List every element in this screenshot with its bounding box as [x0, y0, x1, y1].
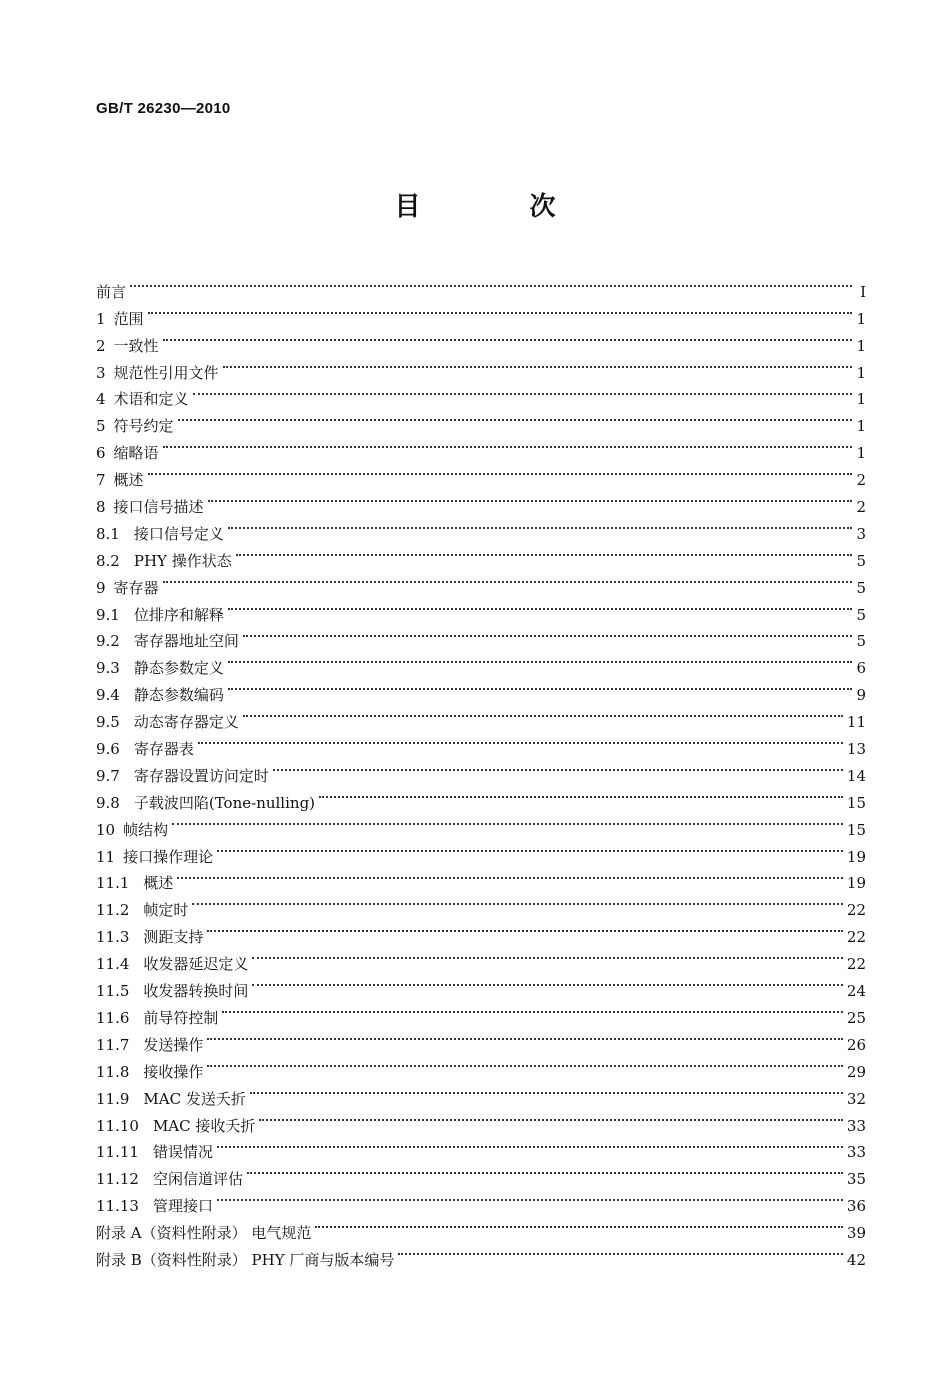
toc-entry-number: 11.9 — [96, 1089, 130, 1108]
toc-entry-page: 22 — [846, 955, 866, 974]
toc-entry[interactable] — [96, 915, 866, 947]
toc-entry-heading — [96, 817, 168, 844]
toc-entry-number: 4 — [96, 390, 106, 409]
toc-entry-page: 5 — [856, 578, 866, 597]
toc-dot-leader — [217, 1131, 843, 1158]
toc-entry-heading — [96, 1032, 203, 1059]
toc-entry-page: 19 — [846, 847, 866, 866]
toc-entry[interactable] — [96, 942, 866, 974]
toc-dot-leader — [163, 431, 852, 458]
toc-entry-page: 42 — [846, 1250, 866, 1269]
toc-entry-number: 9.3 — [96, 659, 120, 678]
toc-entry-heading — [96, 467, 144, 494]
toc-dot-leader — [223, 351, 852, 378]
toc-entry-number: 9.6 — [96, 740, 120, 759]
toc-dot-leader — [273, 754, 843, 781]
toc-entry-label: 附录 A（资料性附录） 电气规范 — [96, 1224, 312, 1243]
toc-entry-label: 附录 B（资料性附录） PHY 厂商与版本编号 — [96, 1250, 395, 1269]
toc-dot-leader — [243, 620, 852, 647]
toc-entry-heading — [96, 628, 239, 655]
toc-dot-leader — [315, 1211, 843, 1238]
toc-entry-label: 位排序和解释 — [133, 605, 224, 624]
toc-entry-label: 帧定时 — [143, 901, 189, 920]
toc-entry-number: 9.2 — [96, 632, 120, 651]
toc-dot-leader — [228, 512, 852, 539]
toc-entry-heading — [96, 1005, 218, 1032]
toc-entry-page: 5 — [856, 551, 866, 570]
toc-entry-page: 36 — [846, 1197, 866, 1216]
toc-entry-heading — [96, 494, 204, 521]
toc-entry-label: 寄存器地址空间 — [133, 632, 239, 651]
standard-code: GB/T 26230—2010 — [96, 100, 231, 117]
toc-entry-heading — [96, 1086, 246, 1113]
toc-entry-heading — [96, 655, 224, 682]
toc-entry-page: 5 — [856, 605, 866, 624]
toc-entry-heading — [96, 521, 224, 548]
toc-entry-heading — [96, 1059, 203, 1086]
toc-entry-label: 子载波凹陷(Tone-nulling) — [133, 793, 316, 812]
toc-entry-number: 7 — [96, 471, 106, 490]
toc-dot-leader — [228, 646, 852, 673]
toc-entry[interactable] — [96, 593, 866, 624]
toc-entry-page: 1 — [856, 390, 866, 409]
toc-entry-heading — [96, 1220, 311, 1247]
toc-entry-page: 15 — [846, 820, 866, 839]
toc-entry-page: 26 — [846, 1035, 866, 1054]
toc-dot-leader — [236, 539, 852, 566]
toc-entry-page: 24 — [846, 982, 866, 1001]
toc-entry-heading — [96, 736, 194, 763]
toc-entry-heading — [96, 763, 269, 790]
table-of-contents — [96, 270, 866, 1269]
toc-entry[interactable] — [96, 270, 866, 301]
toc-entry-label: MAC 接收夭折 — [152, 1116, 256, 1135]
toc-entry-number: 2 — [96, 336, 106, 355]
toc-entry[interactable] — [96, 566, 866, 597]
toc-entry[interactable] — [96, 404, 866, 436]
toc-dot-leader — [208, 485, 852, 512]
toc-entry-label: 规范性引用文件 — [113, 363, 219, 382]
toc-entry-number: 11.7 — [96, 1035, 130, 1054]
toc-dot-leader — [228, 673, 852, 700]
toc-dot-leader — [130, 270, 852, 297]
toc-entry-label: 收发器延迟定义 — [143, 955, 249, 974]
toc-entry-number: 11.11 — [96, 1143, 139, 1162]
toc-entry[interactable] — [96, 1050, 866, 1081]
toc-dot-leader — [163, 566, 852, 593]
toc-entry-label: 测距支持 — [143, 928, 204, 947]
toc-entry[interactable] — [96, 1023, 866, 1054]
toc-entry-page: 1 — [856, 417, 866, 436]
toc-entry-heading — [96, 682, 224, 709]
toc-dot-leader — [222, 996, 842, 1023]
toc-entry-number: 11.6 — [96, 1008, 130, 1027]
toc-entry-number: 11.12 — [96, 1170, 139, 1189]
toc-dot-leader — [148, 458, 852, 485]
toc-dot-leader — [247, 1157, 843, 1184]
toc-entry-number: 11.2 — [96, 901, 130, 920]
toc-entry-number: 11.8 — [96, 1062, 130, 1081]
toc-dot-leader — [193, 378, 852, 405]
toc-entry-number: 10 — [96, 820, 116, 839]
toc-entry-page: 29 — [846, 1062, 866, 1081]
toc-entry-page: 1 — [856, 363, 866, 382]
toc-entry-label: 接收操作 — [143, 1062, 204, 1081]
toc-entry-page: 19 — [846, 874, 866, 893]
toc-entry-number: 5 — [96, 417, 106, 436]
toc-entry-label: 空闲信道评估 — [152, 1170, 243, 1189]
toc-entry[interactable] — [96, 754, 866, 785]
toc-entry-heading — [96, 575, 159, 602]
toc-entry-heading — [96, 306, 144, 333]
toc-entry[interactable] — [96, 431, 866, 463]
toc-entry-number: 8.2 — [96, 551, 120, 570]
toc-entry-label: 管理接口 — [152, 1197, 213, 1216]
toc-entry-label: 帧结构 — [123, 820, 169, 839]
toc-dot-leader — [163, 324, 852, 351]
toc-entry-page: 22 — [846, 928, 866, 947]
toc-dot-leader — [177, 862, 842, 889]
toc-entry-label: 收发器转换时间 — [143, 982, 249, 1001]
toc-entry-label: 概述 — [113, 471, 144, 490]
toc-entry-label: 静态参数定义 — [133, 659, 224, 678]
page-title: 目 次 — [394, 192, 606, 222]
toc-dot-leader — [398, 1238, 843, 1265]
toc-entry-heading — [96, 951, 248, 978]
toc-entry-number: 9.1 — [96, 605, 120, 624]
toc-entry-label: 静态参数编码 — [133, 686, 224, 705]
toc-entry-label: PHY 操作状态 — [133, 551, 232, 570]
toc-entry-page: Ⅰ — [860, 282, 866, 301]
toc-entry-label: 接口操作理论 — [123, 847, 214, 866]
toc-dot-leader — [207, 915, 842, 942]
toc-entry-heading — [96, 924, 203, 951]
toc-dot-leader — [198, 727, 843, 754]
toc-dot-leader — [148, 297, 852, 324]
toc-entry[interactable] — [96, 727, 866, 759]
toc-dot-leader — [178, 404, 852, 431]
toc-entry-heading — [96, 333, 159, 360]
toc-entry-page: 5 — [856, 632, 866, 651]
toc-entry-page: 39 — [846, 1224, 866, 1243]
toc-entry[interactable] — [96, 835, 866, 866]
toc-entry-number: 11 — [96, 847, 116, 866]
toc-dot-leader — [259, 1104, 843, 1131]
toc-entry-page: 11 — [846, 713, 866, 732]
toc-entry-number: 11.10 — [96, 1116, 139, 1135]
toc-entry-number: 3 — [96, 363, 106, 382]
toc-entry-number: 11.13 — [96, 1197, 139, 1216]
toc-entry-page: 3 — [856, 524, 866, 543]
toc-dot-leader — [228, 593, 852, 620]
toc-entry-heading — [96, 1247, 394, 1274]
toc-entry-label: 前言 — [96, 282, 127, 301]
toc-dot-leader — [243, 700, 843, 727]
toc-entry-heading — [96, 1139, 213, 1166]
toc-entry[interactable] — [96, 458, 866, 490]
toc-entry-label: 错误情况 — [152, 1143, 213, 1162]
toc-entry-page: 33 — [846, 1116, 866, 1135]
toc-entry-number: 9.5 — [96, 713, 120, 732]
toc-entry-page: 6 — [856, 659, 866, 678]
toc-dot-leader — [217, 835, 843, 862]
toc-entry[interactable] — [96, 888, 866, 920]
toc-entry-page: 33 — [846, 1143, 866, 1162]
toc-entry-number: 8.1 — [96, 524, 120, 543]
toc-entry[interactable] — [96, 324, 866, 355]
toc-entry-number: 6 — [96, 444, 106, 463]
toc-entry[interactable] — [96, 351, 866, 382]
toc-entry-label: 接口信号描述 — [113, 498, 204, 517]
toc-entry-page: 1 — [856, 444, 866, 463]
toc-entry-label: 符号约定 — [113, 417, 174, 436]
toc-entry-page: 15 — [846, 793, 866, 812]
toc-entry-heading — [96, 386, 189, 413]
toc-entry-label: 一致性 — [113, 336, 159, 355]
toc-entry-label: 寄存器表 — [133, 740, 194, 759]
toc-entry-number: 11.3 — [96, 928, 130, 947]
toc-entry[interactable] — [96, 378, 866, 409]
toc-dot-leader — [217, 1184, 843, 1211]
toc-entry-page: 25 — [846, 1008, 866, 1027]
toc-entry-number: 11.5 — [96, 982, 130, 1001]
toc-dot-leader — [252, 942, 842, 969]
toc-entry-label: 寄存器设置访问定时 — [133, 766, 269, 785]
toc-entry-number: 1 — [96, 309, 106, 328]
toc-entry-label: 概述 — [143, 874, 174, 893]
toc-dot-leader — [252, 969, 842, 996]
toc-entry[interactable] — [96, 485, 866, 517]
toc-entry-number: 11.1 — [96, 874, 130, 893]
toc-entry-heading — [96, 279, 126, 306]
toc-entry-label: 缩略语 — [113, 444, 159, 463]
toc-dot-leader — [172, 808, 843, 835]
toc-entry-label: 接口信号定义 — [133, 524, 224, 543]
toc-entry-page: 1 — [856, 336, 866, 355]
toc-entry-number: 9 — [96, 578, 106, 597]
toc-entry-label: 术语和定义 — [113, 390, 189, 409]
toc-dot-leader — [207, 1050, 842, 1077]
toc-entry-label: 发送操作 — [143, 1035, 204, 1054]
toc-entry[interactable] — [96, 808, 866, 839]
toc-entry-heading — [96, 1193, 213, 1220]
toc-entry-label: 动态寄存器定义 — [133, 713, 239, 732]
toc-entry-label: MAC 发送夭折 — [143, 1089, 246, 1108]
toc-entry-page: 35 — [846, 1170, 866, 1189]
toc-entry-heading — [96, 870, 173, 897]
toc-entry-number: 11.4 — [96, 955, 130, 974]
toc-dot-leader — [207, 1023, 842, 1050]
toc-entry-page: 14 — [846, 766, 866, 785]
toc-entry-heading — [96, 897, 188, 924]
toc-dot-leader — [319, 781, 843, 808]
toc-dot-leader — [192, 888, 842, 915]
toc-entry-heading — [96, 602, 224, 629]
toc-entry-label: 前导符控制 — [143, 1008, 219, 1027]
toc-entry[interactable] — [96, 512, 866, 543]
toc-entry-page: 9 — [856, 686, 866, 705]
toc-entry-label: 寄存器 — [113, 578, 159, 597]
toc-dot-leader — [250, 1077, 843, 1104]
toc-entry-page: 22 — [846, 901, 866, 920]
toc-entry-page: 32 — [846, 1089, 866, 1108]
toc-entry-number: 9.7 — [96, 766, 120, 785]
toc-entry-number: 9.4 — [96, 686, 120, 705]
toc-entry[interactable] — [96, 862, 866, 893]
toc-entry-number: 9.8 — [96, 793, 120, 812]
toc-entry-page: 1 — [856, 309, 866, 328]
toc-entry[interactable] — [96, 297, 866, 328]
toc-entry-page: 2 — [856, 471, 866, 490]
toc-entry-page: 2 — [856, 498, 866, 517]
toc-entry[interactable] — [96, 1077, 866, 1108]
toc-entry-number: 8 — [96, 498, 106, 517]
toc-entry-page: 13 — [846, 740, 866, 759]
toc-entry-label: 范围 — [113, 309, 144, 328]
